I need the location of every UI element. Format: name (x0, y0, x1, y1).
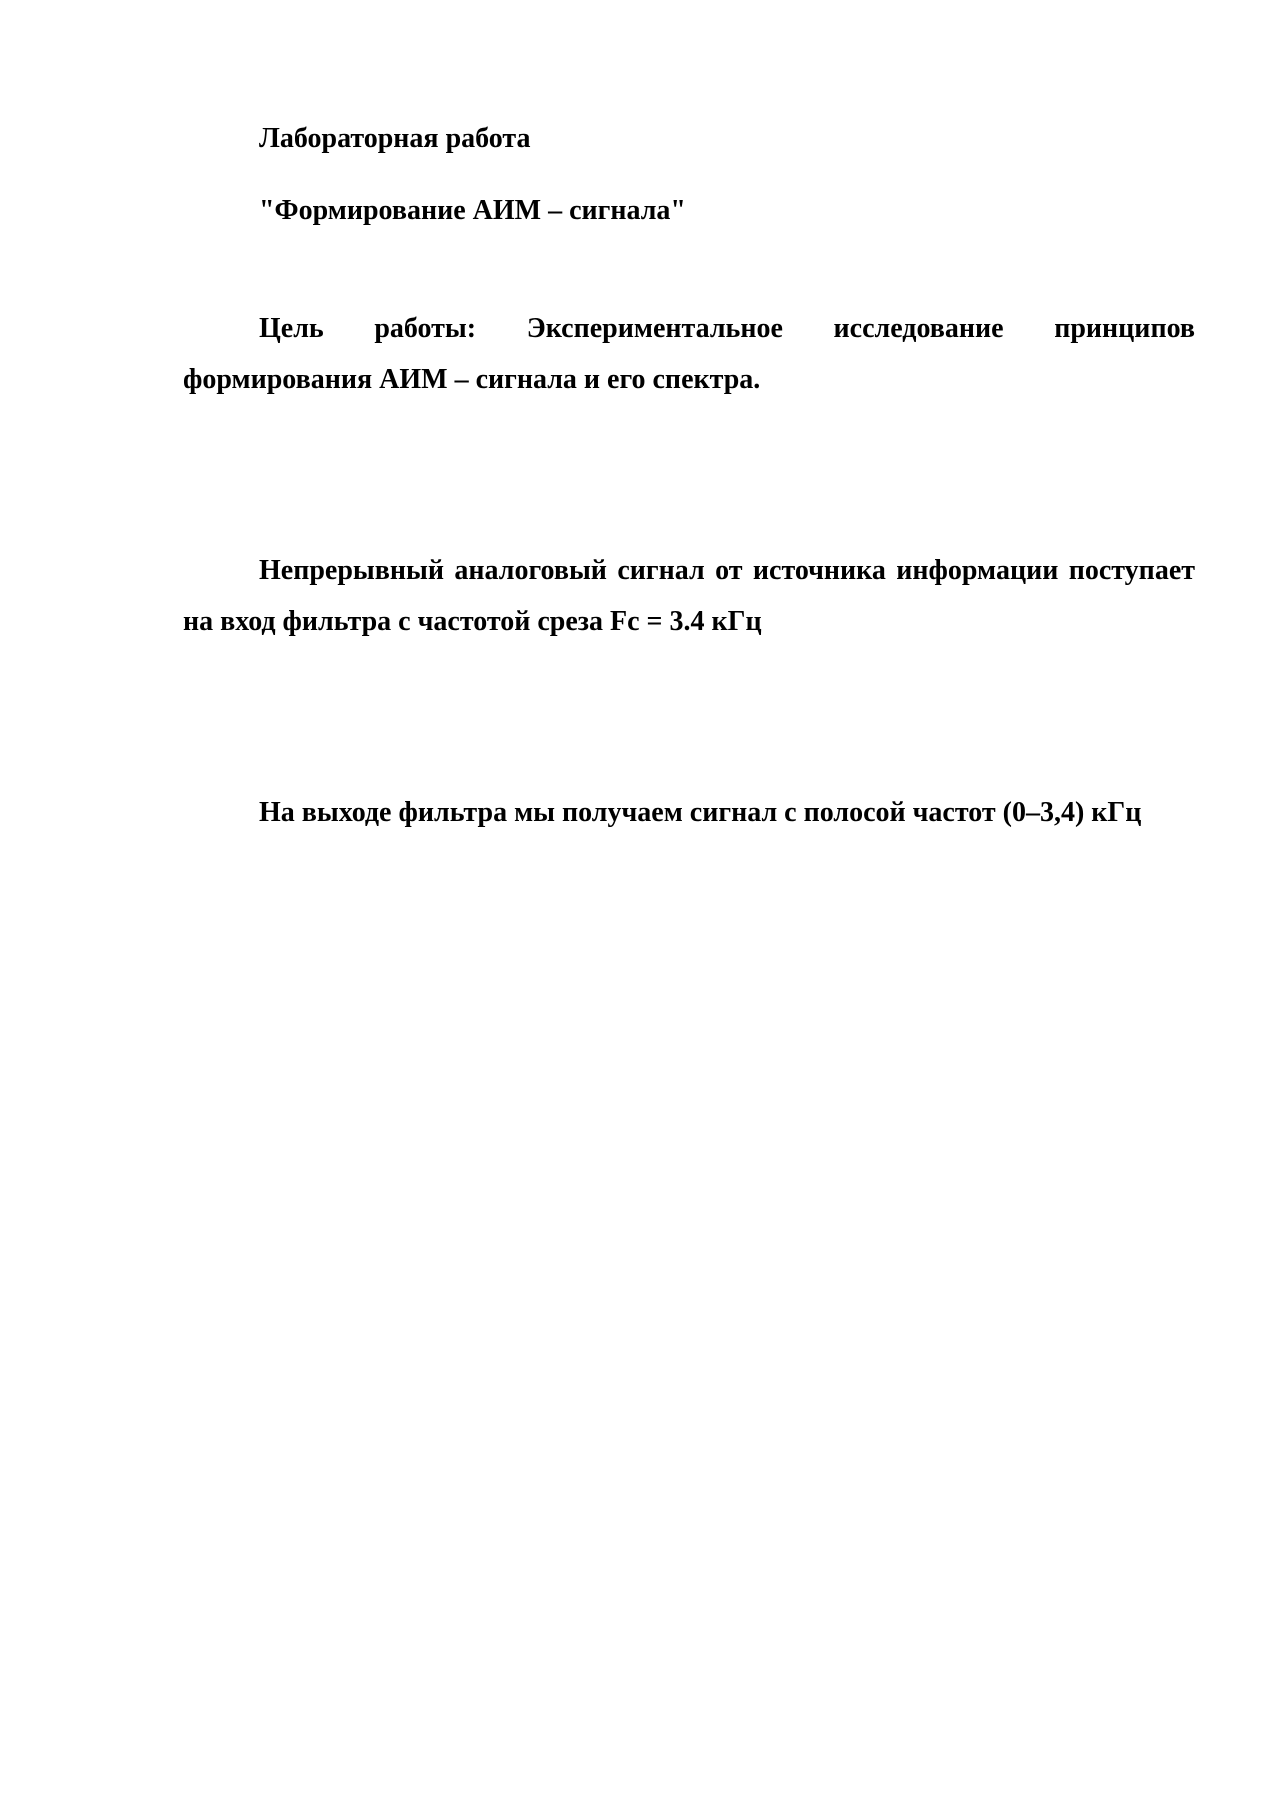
filter-output-paragraph: На выходе фильтра мы получаем сигнал с полосой частот (0–3,4) кГц (259, 797, 1142, 828)
document-subtitle: "Формирование АИМ – сигнала" (259, 195, 686, 226)
goal-paragraph: Цель работы: Экспериментальное исследование принципов формирования АИМ – сигнала и его спектра. (183, 313, 1195, 395)
signal-source-paragraph: Непрерывный аналоговый сигнал от источника информации поступает на вход фильтра с частотой среза Fc = 3.4 кГц (183, 555, 1195, 637)
document-title: Лабораторная работа (259, 123, 531, 154)
